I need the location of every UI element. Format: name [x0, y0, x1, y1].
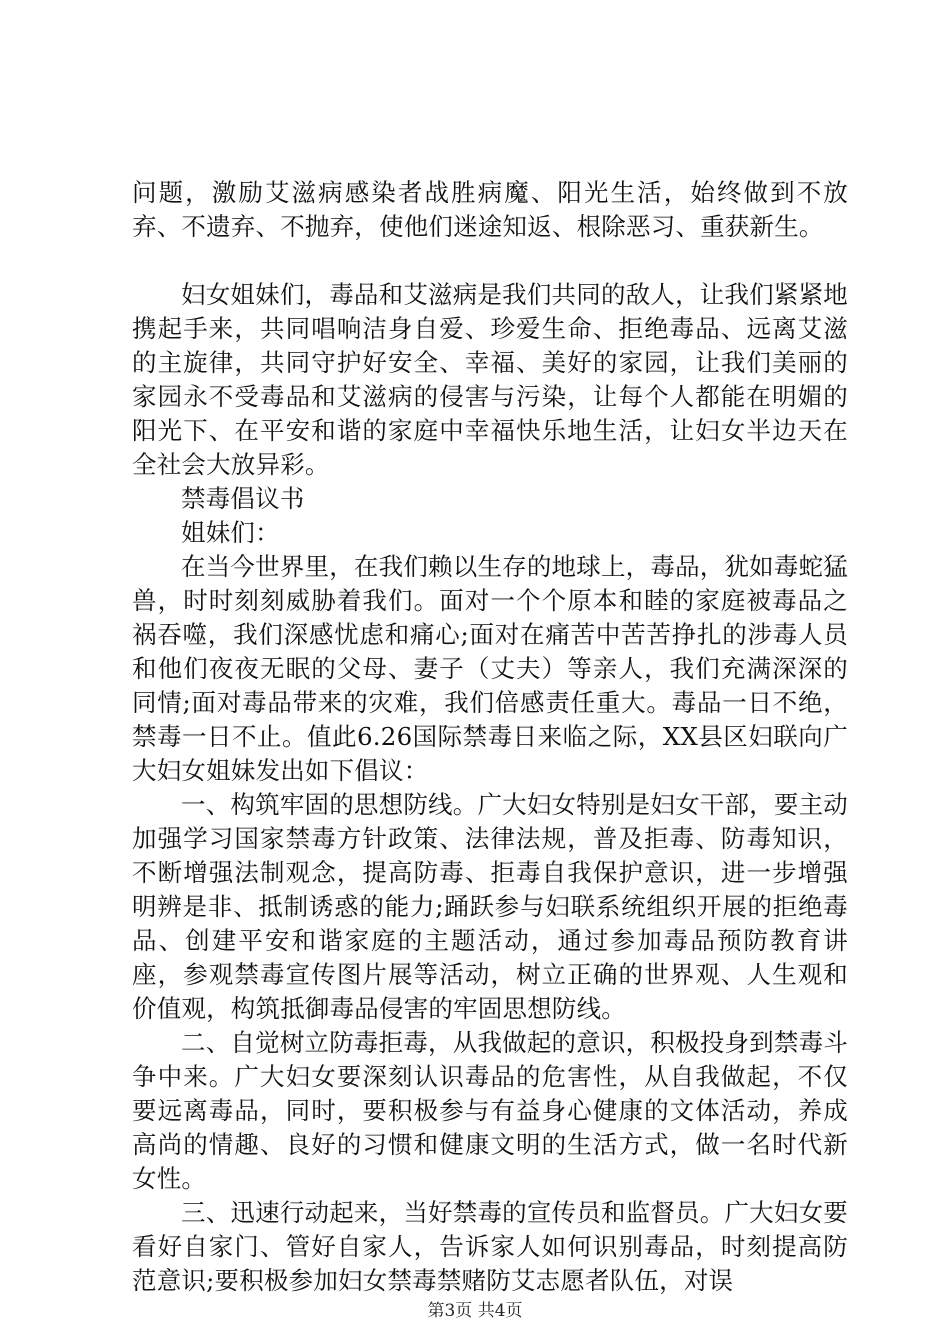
- document-body: [132, 176, 848, 1298]
- paragraph-intro: 在当今世界里，在我们赖以生存的地球上，毒品，犹如毒蛇猛兽，时时刻刻威胁着我们。面对一个个原本和睦的家庭被毒品之祸吞噬，我们深感忧虑和痛心;面对在痛苦中苦苦挣扎的涉毒人员和他们夜夜无眠的父母、妻子（丈夫）等亲人，我们充满深深的同情;面对毒品带来的灾难，我们倍感责任重大。毒品一日不绝，禁毒一日不止。值此6.26国际禁毒日来临之际，XX县区妇联向广大妇女姐妹发出如下倡议：: [132, 552, 848, 785]
- paragraph-appeal: 妇女姐妹们，毒品和艾滋病是我们共同的敌人，让我们紧紧地携起手来，共同唱响洁身自爱、珍爱生命、拒绝毒品、远离艾滋的主旋律，共同守护好安全、幸福、美好的家园，让我们美丽的家园永不受毒品和艾滋病的侵害与污染，让每个人都能在明媚的阳光下、在平安和谐的家庭中幸福快乐地生活，让妇女半边天在全社会大放异彩。: [132, 280, 848, 479]
- salutation: 姐妹们：: [181, 518, 280, 547]
- paragraph-point-three: 三、迅速行动起来，当好禁毒的宣传员和监督员。广大妇女要看好自家门、管好自家人，告诉家人如何识别毒品，时刻提高防范意识;要积极参加妇女禁毒禁赌防艾志愿者队伍，对误: [132, 1198, 848, 1295]
- section-title: 禁毒倡议书: [181, 484, 305, 513]
- paragraph-point-one: 一、构筑牢固的思想防线。广大妇女特别是妇女干部，要主动加强学习国家禁毒方针政策、法律法规，普及拒毒、防毒知识，不断增强法制观念，提高防毒、拒毒自我保护意识，进一步增强明辨是非、抵制诱惑的能力;踊跃参与妇联系统组织开展的拒绝毒品、创建平安和谐家庭的主题活动，通过参加毒品预防教育讲座，参观禁毒宣传图片展等活动，树立正确的世界观、人生观和价值观，构筑抵御毒品侵害的牢固思想防线。: [132, 790, 848, 1023]
- paragraph-point-two: 二、自觉树立防毒拒毒，从我做起的意识，积极投身到禁毒斗争中来。广大妇女要深刻认识毒品的危害性，从自我做起，不仅要远离毒品，同时，要积极参与有益身心健康的文体活动，养成高尚的情趣、良好的习惯和健康文明的生活方式，做一名时代新女性。: [132, 1028, 848, 1193]
- paragraph-continuation: 问题，激励艾滋病感染者战胜病魔、阳光生活，始终做到不放弃、不遗弃、不抛弃，使他们迷途知返、根除恶习、重获新生。: [132, 178, 848, 241]
- page-number: 第3页 共4页: [427, 1301, 523, 1321]
